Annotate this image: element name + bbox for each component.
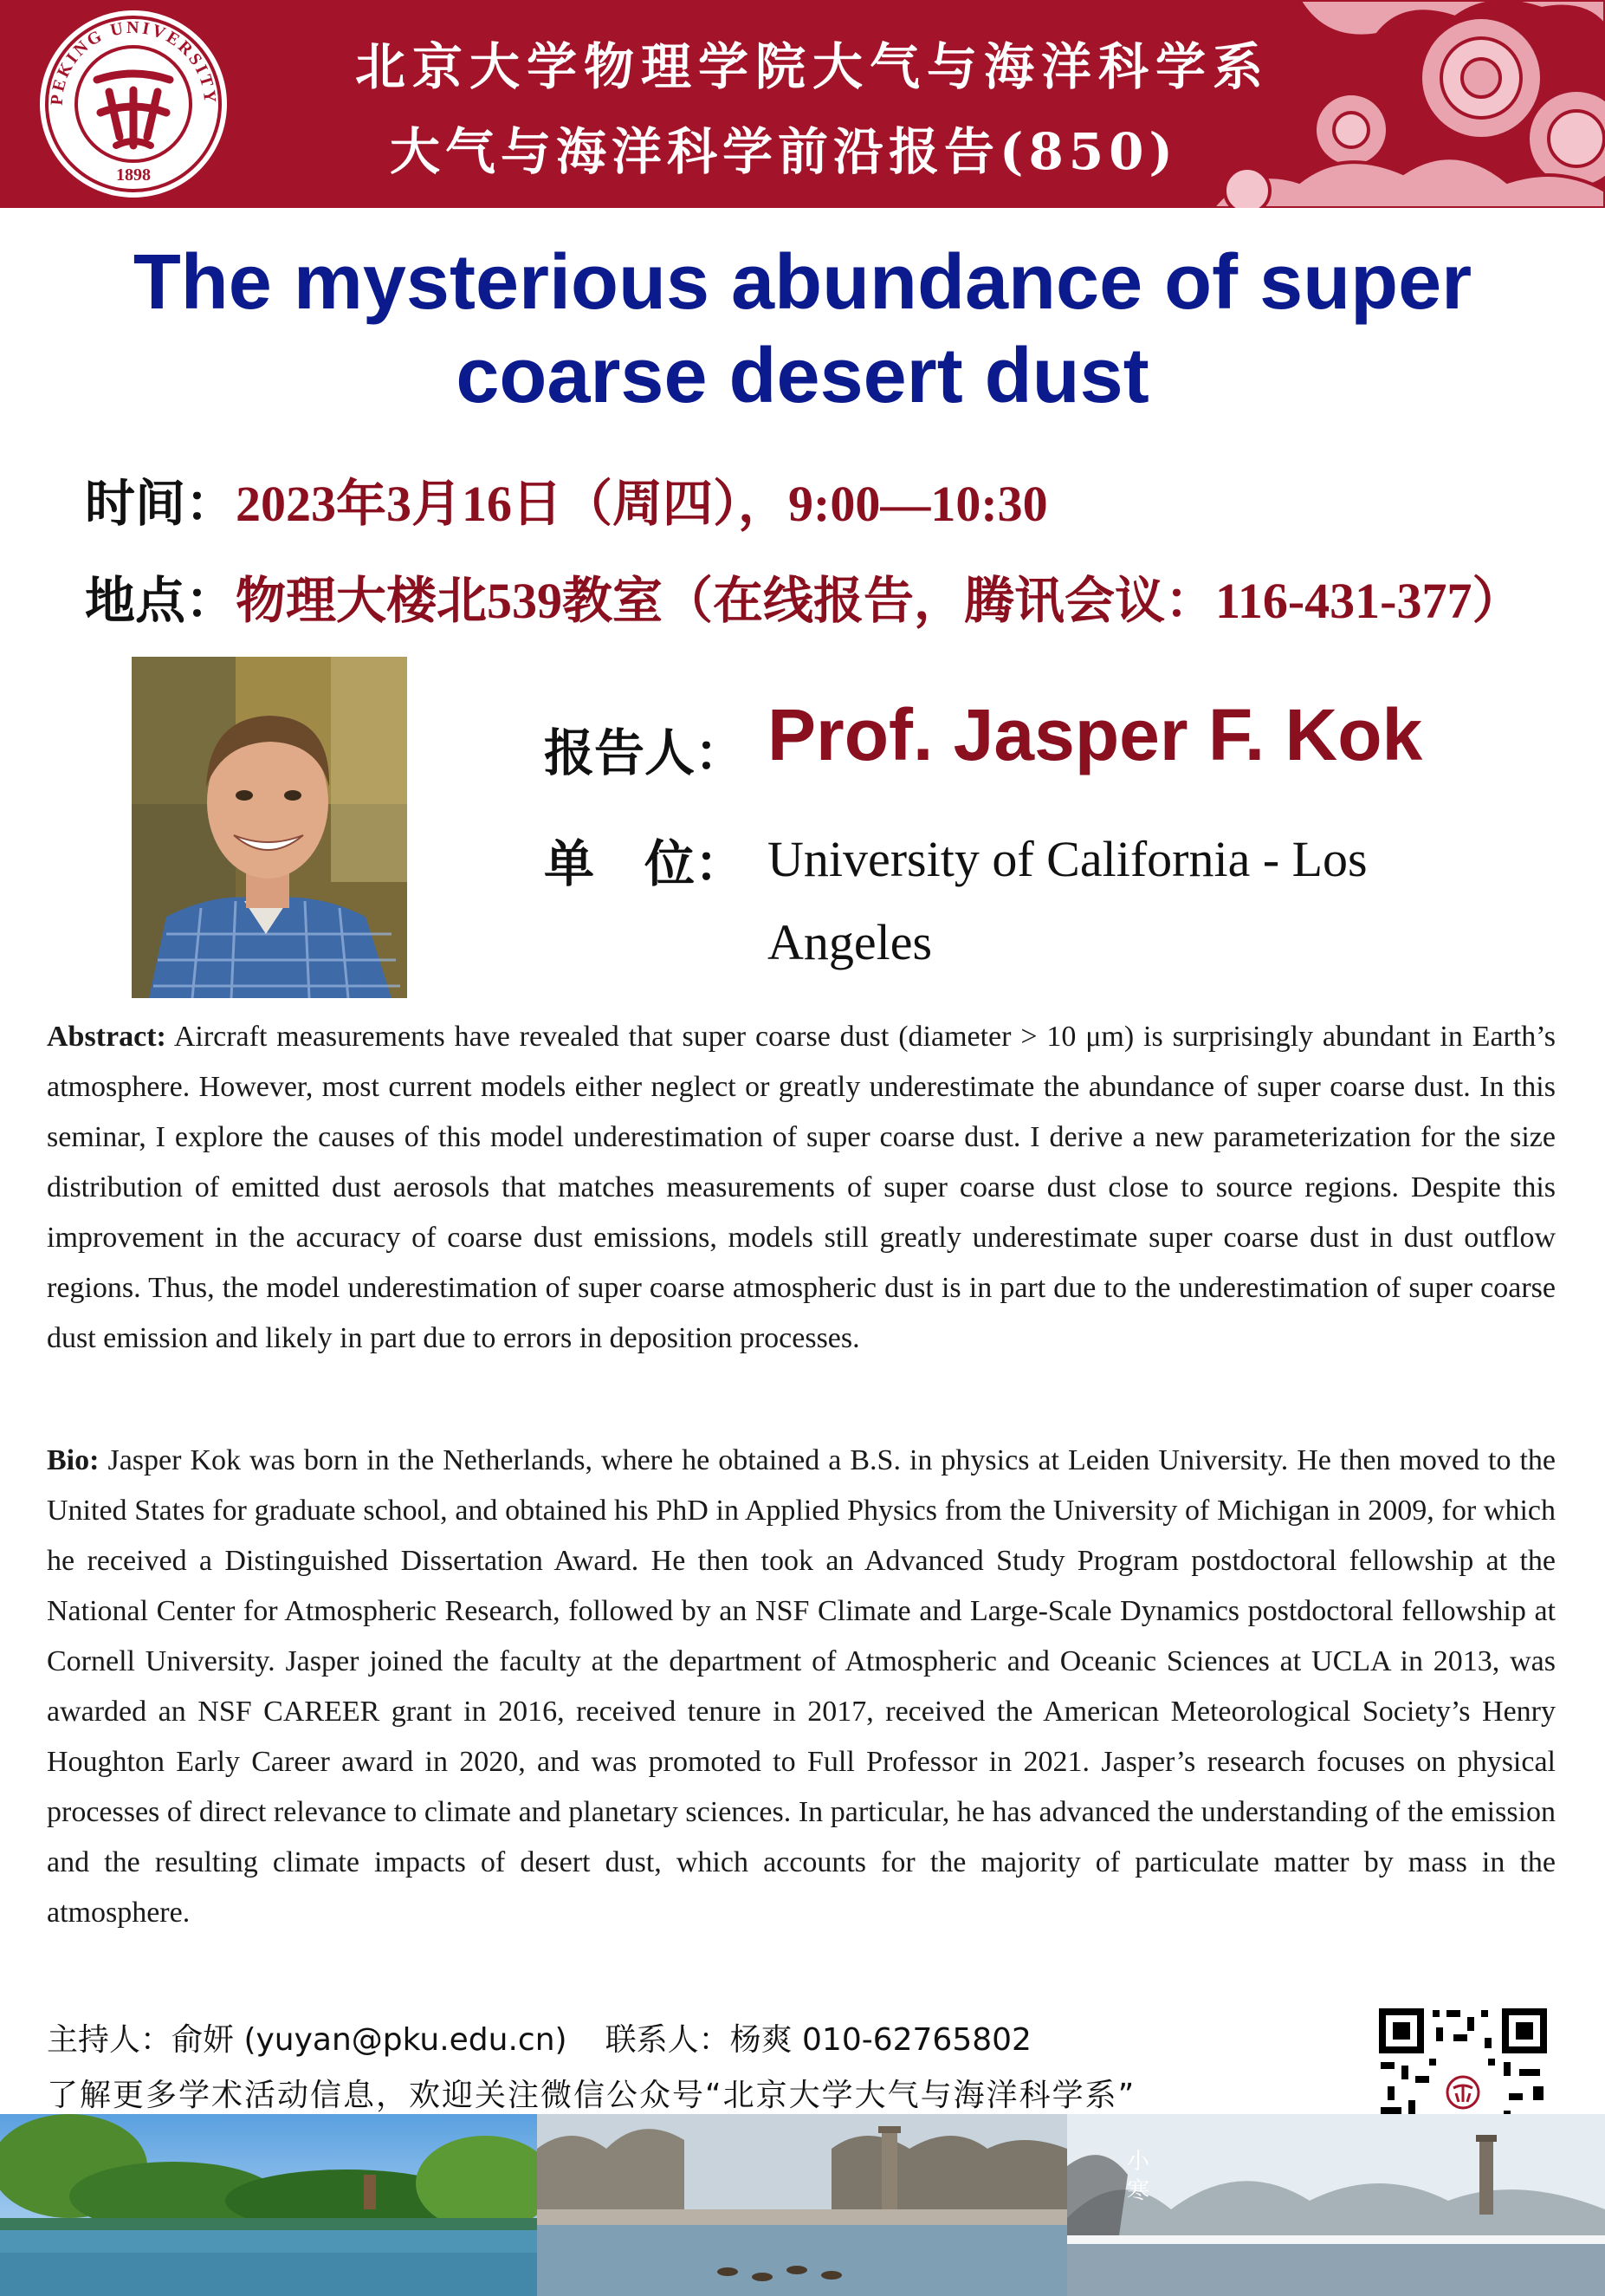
- abstract-text: Aircraft measurements have revealed that super coarse dust (diameter > 10 μm) is surprisingly abundant in Earth’s atmosphere. However, most current models either neglect or greatly underestimate the abundance of super coarse dust. In this seminar, I explore the causes of this model underestimation of super coarse dust. I derive a new parameterization for the size distribution of emitted dust aerosols that matches measurements of super coarse dust close to source regions. Despite this improvement in the accuracy of coarse dust emissions, models still greatly underestimate super coarse dust in dust outflow regions. Thus, the model underestimation of super coarse atmospheric dust is in part due to the underestimation of super coarse dust emission and likely in part due to errors in deposition processes.: [47, 1021, 1556, 1354]
- solar-term-char-1: 小: [1126, 2149, 1149, 2175]
- affiliation-label: 单 位：: [544, 834, 746, 893]
- campus-lake-summer-photo: [0, 2114, 537, 2296]
- department-name: 北京大学物理学院大气与海洋科学系: [355, 37, 1271, 96]
- place-value: 物理大楼北539教室（在线报告，腾讯会议：116-431-377）: [236, 573, 1523, 629]
- solar-term-caption: [1123, 2147, 1154, 2206]
- cloud-pattern-decoration: [1195, 0, 1605, 208]
- university-logo: [36, 7, 230, 201]
- wechat-follow-note: 了解更多学术活动信息，欢迎关注微信公众号“北京大学大气与海洋科学系”: [47, 2078, 1136, 2113]
- time-row: [85, 463, 1048, 535]
- host-info: 主持人：俞妍 (yuyan@pku.edu.cn): [47, 2022, 567, 2058]
- seminar-series: 大气与海洋科学前沿报告(850): [390, 122, 1178, 181]
- talk-title: The mysterious abundance of super coarse desert dust: [133, 239, 1472, 419]
- contact-line: [47, 2015, 1032, 2059]
- speaker-photo: [132, 657, 407, 998]
- header-banner: [0, 0, 1605, 208]
- speaker-name: Prof. Jasper F. Kok: [767, 694, 1423, 775]
- time-label: 时间：: [85, 474, 236, 533]
- place-label: 地点：: [85, 571, 236, 630]
- logo-year: 1898: [116, 165, 151, 185]
- speaker-label: 报告人：: [544, 723, 746, 782]
- abstract-paragraph: [47, 1012, 1556, 1364]
- bio-text: Jasper Kok was born in the Netherlands, where he obtained a B.S. in physics at Leiden University. He then moved to the United States for graduate school, and obtained his PhD in Applied Physics from the University of Michigan in 2009, for which he received a Distinguished Dissertation Award. He then took an Advanced Study Program postdoctoral fellowship at the National Center for Atmospheric Research, followed by an NSF Climate and Large-Scale Dynamics postdoctoral fellowship at Cornell University. Jasper joined the faculty at the department of Atmospheric and Oceanic Sciences at UCLA in 2013, was awarded an NSF CAREER grant in 2016, received tenure in 2017, received the American Meteorological Society’s Henry Houghton Early Career award in 2020, and was promoted to Full Professor in 2021. Jasper’s research focuses on physical processes of direct relevance to climate and planetary sciences. In particular, he has advanced the understanding of the emission and the resulting climate impacts of desert dust, which accounts for the majority of particulate matter by mass in the atmosphere.: [47, 1444, 1556, 1929]
- place-row: [85, 560, 1522, 632]
- bio-label: Bio:: [47, 1444, 100, 1476]
- solar-term-char-2: 寒: [1126, 2178, 1149, 2204]
- bio-paragraph: [47, 1436, 1556, 1938]
- abstract-label: Abstract:: [47, 1021, 166, 1053]
- time-value: 2023年3月16日（周四），9:00—10:30: [236, 476, 1048, 532]
- speaker-affiliation: University of California - Los Angeles: [767, 831, 1368, 970]
- logo-text: PEKING UNIVERSITY: [47, 17, 220, 107]
- contact-person: 联系人：杨爽 010-62765802: [605, 2022, 1032, 2058]
- campus-lake-winter-photo: [537, 2114, 1067, 2296]
